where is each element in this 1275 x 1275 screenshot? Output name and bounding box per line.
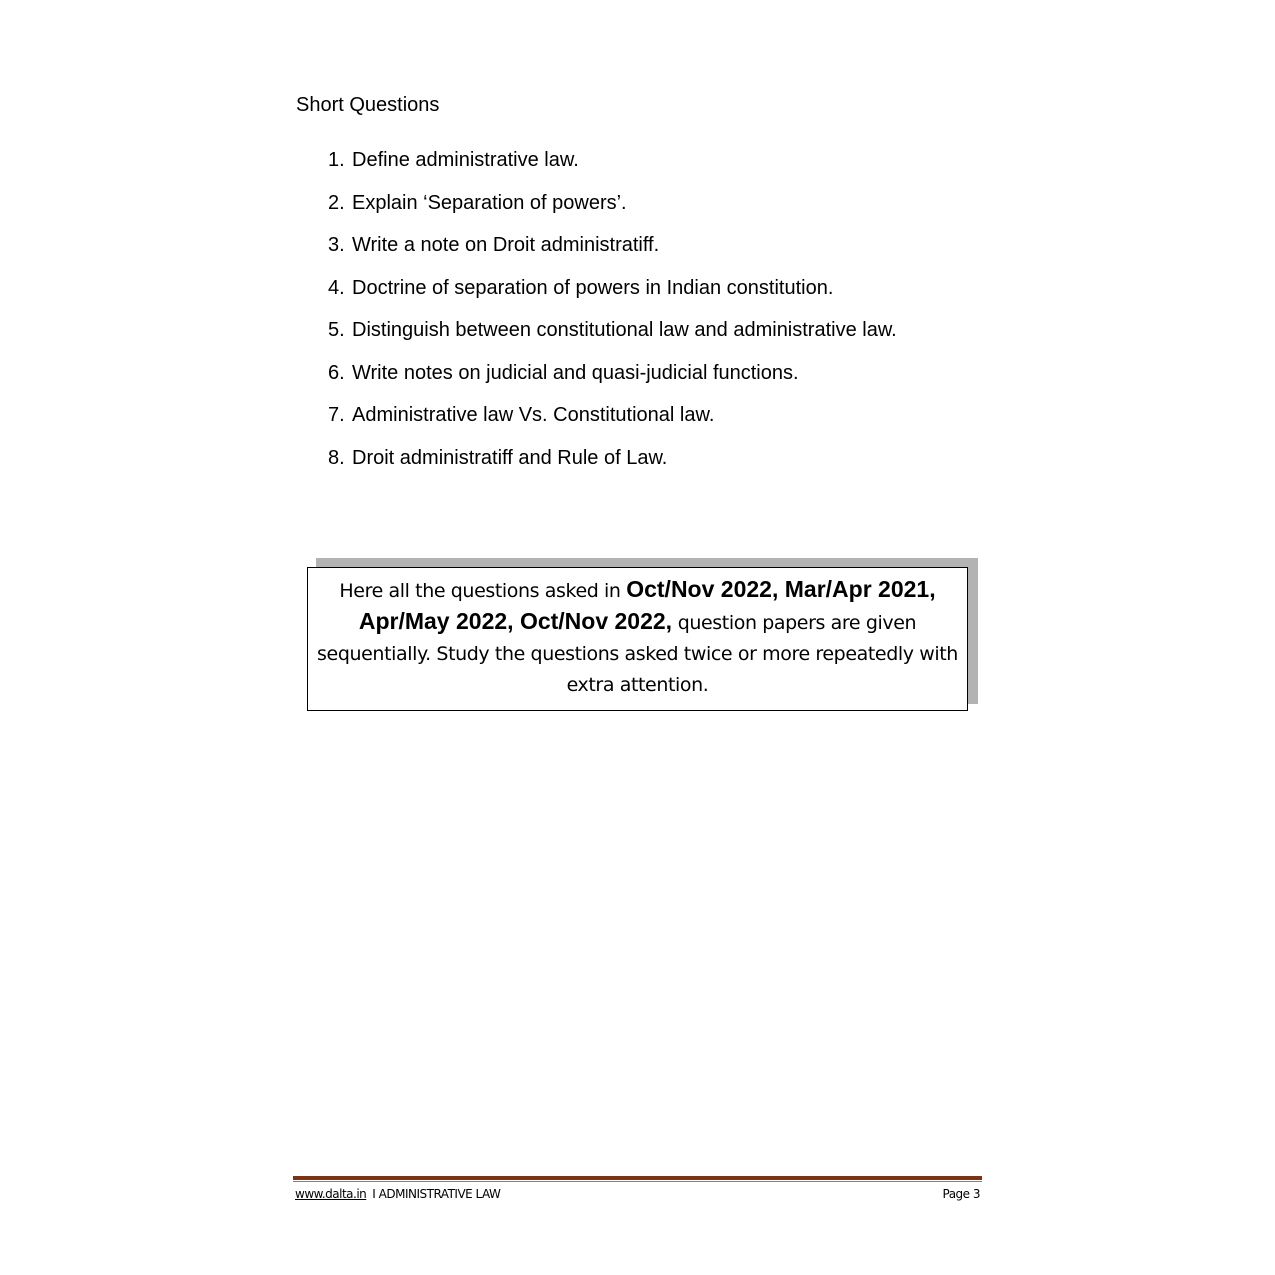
question-text: Write a note on Droit administratiff. xyxy=(352,234,660,256)
question-number: 4. xyxy=(328,276,345,299)
question-text: Define administrative law. xyxy=(352,149,579,171)
page-heading: Short Questions xyxy=(296,94,440,116)
question-list xyxy=(328,148,897,488)
question-number: 7. xyxy=(328,404,345,426)
question-text: Write notes on judicial and quasi-judicial functions. xyxy=(352,361,799,384)
question-text: Doctrine of separation of powers in Indian constitution. xyxy=(352,276,834,299)
notice-outro: question papers are given sequentially. Study the questions asked twice or more repeatedly with extra attention. xyxy=(317,612,958,696)
question-item xyxy=(328,148,897,191)
notice-box xyxy=(307,567,968,711)
footer-document-title: I ADMINISTRATIVE LAW xyxy=(372,1187,501,1201)
question-text: Distinguish between constitutional law and administrative law. xyxy=(352,319,897,341)
footer-website-link[interactable]: www.dalta.in xyxy=(295,1187,367,1201)
question-item xyxy=(328,233,897,276)
question-number: 5. xyxy=(328,319,345,341)
notice-sessions: Oct/Nov 2022, Mar/Apr 2021, Apr/May 2022, Oct/Nov 2022, xyxy=(358,576,936,634)
question-number: 8. xyxy=(328,446,345,469)
question-item xyxy=(328,191,897,234)
question-item xyxy=(328,446,897,489)
question-number: 1. xyxy=(328,149,345,171)
question-number: 3. xyxy=(328,234,345,256)
question-text: Droit administratiff and Rule of Law. xyxy=(352,446,668,469)
question-text: Explain ‘Separation of powers’. xyxy=(352,191,627,214)
question-text: Administrative law Vs. Constitutional law. xyxy=(352,404,715,426)
question-item xyxy=(328,276,897,319)
question-number: 2. xyxy=(328,191,345,214)
question-item xyxy=(328,403,897,446)
notice-intro: Here all the questions asked in xyxy=(339,580,627,602)
page-number: Page 3 xyxy=(942,1187,980,1201)
page-footer xyxy=(295,1186,980,1202)
footer-divider-thin xyxy=(293,1181,982,1182)
footer-divider xyxy=(293,1176,982,1180)
question-item xyxy=(328,361,897,404)
question-number: 6. xyxy=(328,361,345,384)
question-item xyxy=(328,318,897,361)
